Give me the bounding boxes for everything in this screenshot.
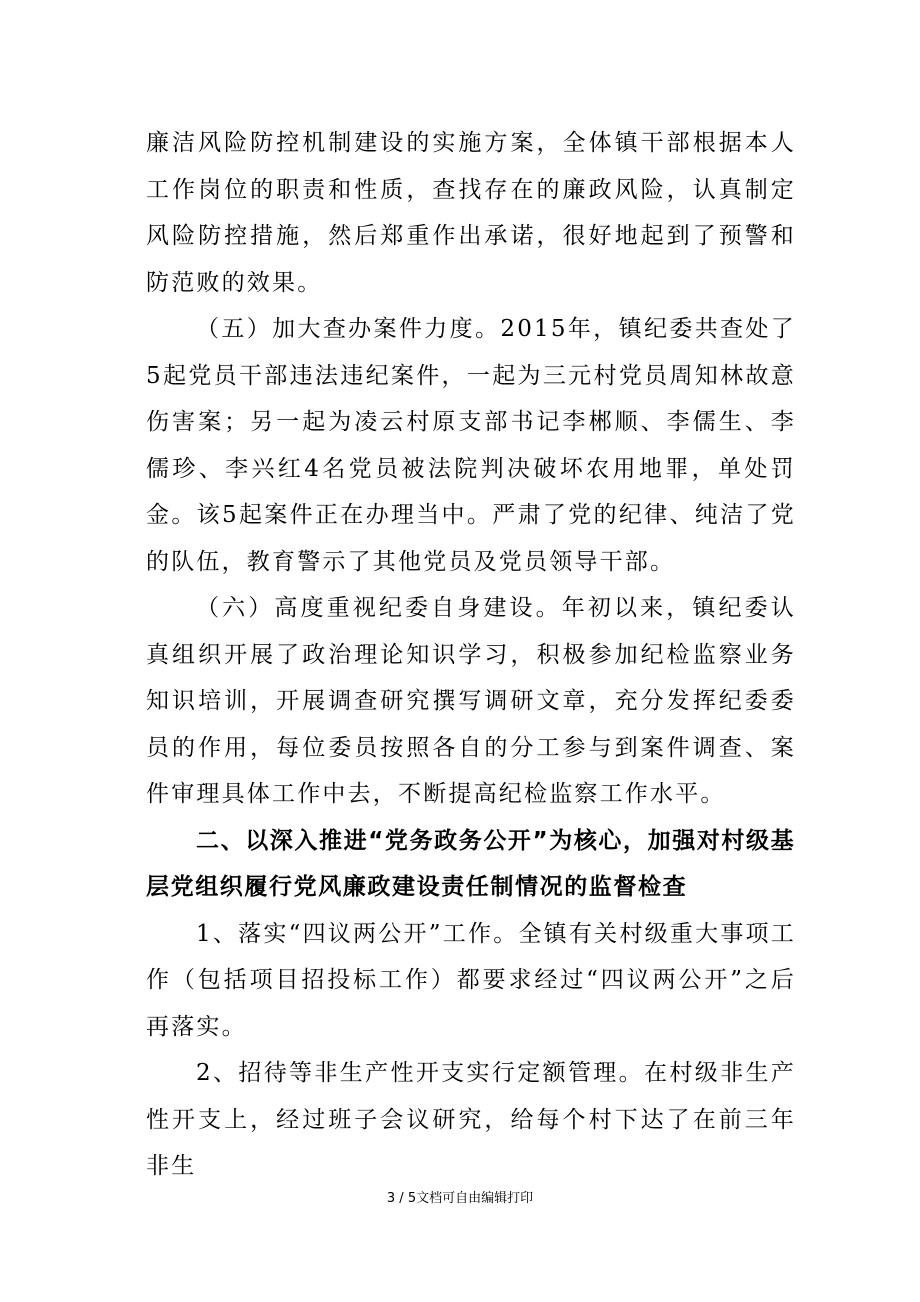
page-footer: 3 / 5文档可自由编辑打印	[386, 1191, 534, 1206]
document-body	[146, 120, 796, 1190]
list-item-two: 2、招待等非生产性开支实行定额管理。在村级非生产性开支上，经过班子会议研究，给每个村下达了在前三年非生	[146, 1060, 796, 1179]
list-item-one: 1、落实“四议两公开”工作。全镇有关村级重大事项工作（包括项目招投标工作）都要求经过“四议两公开”之后再落实。	[146, 920, 796, 1040]
paragraph-section-five: （五）加大查办案件力度。2015年，镇纪委共查处了5起党员干部违法违纪案件，一起为三元村党员周知林故意伤害案；另一起为凌云村原支部书记李郴顺、李儒生、李儒珍、李兴红4名党员被法院判决破坏农用地罪，单处罚金。该5起案件正在办理当中。严肃了党的纪律、纯洁了党的队伍，教育警示了其他党员及党员领导干部。	[146, 316, 796, 575]
paragraph-continuation: 廉洁风险防控机制建设的实施方案，全体镇干部根据本人工作岗位的职责和性质，查找存在的廉政风险，认真制定风险防控措施，然后郑重作出承诺，很好地起到了预警和防范败的效果。	[146, 130, 796, 296]
section-heading-two: 二、以深入推进“党务政务公开”为核心，加强对村级基层党组织履行党风廉政建设责任制情况的监督检查	[146, 827, 796, 900]
paragraph-section-six: （六）高度重视纪委自身建设。年初以来，镇纪委认真组织开展了政治理论知识学习，积极参加纪检监察业务知识培训，开展调查研究撰写调研文章，充分发挥纪委委员的作用，每位委员按照各自的分工参与到案件调查、案件审理具体工作中去，不断提高纪检监察工作水平。	[146, 595, 796, 807]
